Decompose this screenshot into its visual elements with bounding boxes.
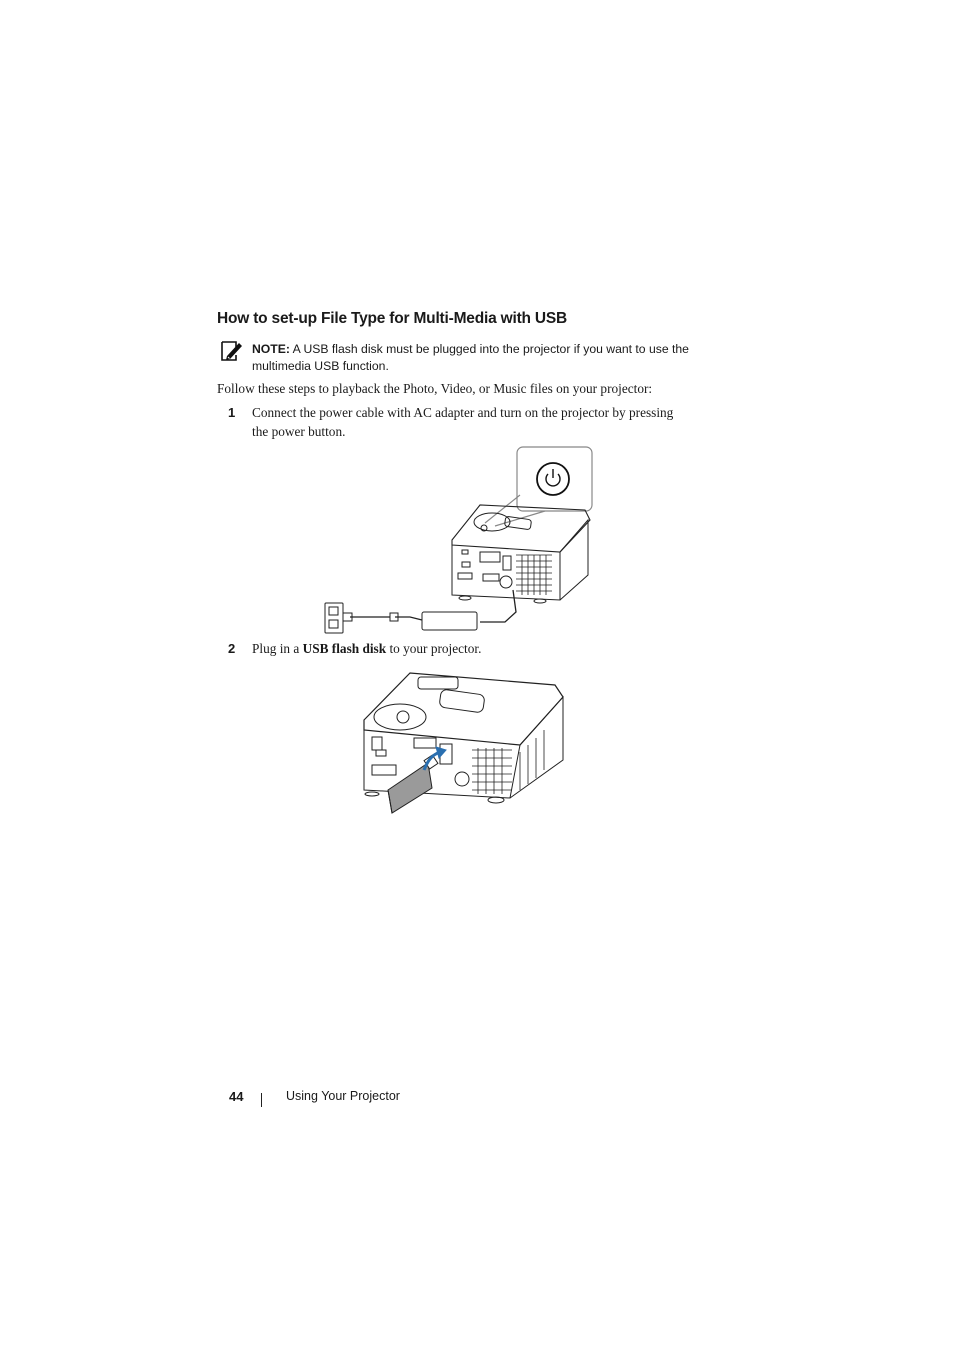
figure-power-connection (325, 447, 592, 633)
step-2-text-bold: USB flash disk (302, 641, 387, 656)
note-body: A USB flash disk must be plugged into the projector if you want to use the multimedia USB function. (252, 342, 689, 373)
page-number: 44 (229, 1089, 244, 1104)
section-heading: How to set-up File Type for Multi-Media with USB (217, 310, 568, 327)
step-2-text-before: Plug in a (252, 641, 303, 656)
step-2-text-after: to your projector. (386, 641, 482, 656)
step-2-number: 2 (228, 641, 236, 656)
step-1-text: Connect the power cable with AC adapter and turn on the projector by pressing the power button. (252, 405, 674, 439)
figure-usb-connection (364, 673, 563, 813)
intro-text: Follow these steps to playback the Photo, Video, or Music files on your projector: (217, 381, 653, 396)
footer-divider (261, 1093, 262, 1107)
step-1-number: 1 (228, 405, 236, 420)
note-label: NOTE: (252, 342, 290, 356)
footer-title: Using Your Projector (286, 1089, 400, 1103)
power-button-icon (537, 463, 569, 495)
